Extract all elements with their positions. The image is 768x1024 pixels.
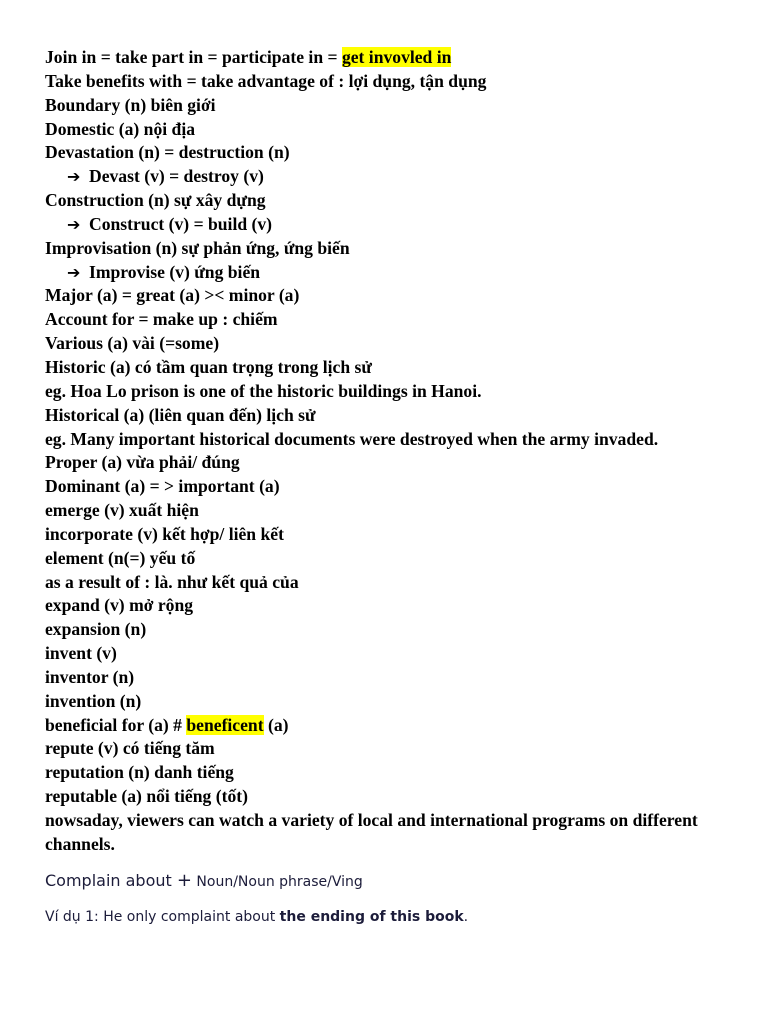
line-text: Devast (v) = destroy (v): [89, 166, 264, 187]
vocab-line: Boundary (n) biên giới: [45, 94, 216, 115]
example-lead: Ví dụ 1: He only complaint about: [45, 908, 280, 925]
right-arrow-icon: ➔: [67, 262, 81, 282]
vocab-line: invention (n): [45, 690, 142, 711]
example-tail: .: [463, 908, 469, 925]
vocab-line: Account for = make up : chiếm: [45, 309, 278, 330]
vocab-line: repute (v) có tiếng tăm: [45, 738, 215, 759]
vocab-line: Domestic (a) nội địa: [45, 118, 196, 139]
document-page: [45, 46, 735, 927]
vocab-line: emerge (v) xuất hiện: [45, 500, 199, 521]
example-line: eg. Many important historical documents were destroyed when the army invaded.: [45, 428, 659, 449]
line-text: (a): [263, 714, 289, 735]
vocab-line: as a result of : là. như kết quả của: [45, 571, 299, 592]
grammar-rule: [45, 870, 735, 893]
line-text: Construct (v) = build (v): [89, 213, 273, 234]
example-line: eg. Hoa Lo prison is one of the historic buildings in Hanoi.: [45, 380, 482, 401]
example-line: nowsaday, viewers can watch a variety of local and international programs on different channels.: [45, 810, 698, 854]
example-bold: the ending of this book: [279, 908, 464, 925]
vocab-line: Historic (a) có tầm quan trọng trong lịch sử: [45, 356, 372, 377]
highlighted-phrase: get invovled in: [341, 47, 452, 67]
vocab-line: inventor (n): [45, 666, 135, 687]
right-arrow-icon: ➔: [67, 214, 81, 234]
rule-lead: Complain about: [45, 870, 177, 890]
grammar-example: [45, 907, 735, 927]
vocab-line: Historical (a) (liên quan đến) lịch sử: [45, 404, 316, 425]
vocab-subline: [45, 261, 735, 285]
vocab-line: Take benefits with = take advantage of : lợi dụng, tận dụng: [45, 70, 487, 91]
vocab-subline: [45, 165, 735, 189]
vocab-line: [45, 714, 735, 738]
vocab-line: reputable (a) nổi tiếng (tốt): [45, 786, 248, 807]
vocab-line: Dominant (a) = > important (a): [45, 476, 280, 497]
rule-rest: Noun/Noun phrase/Ving: [191, 873, 363, 890]
vocab-line: Major (a) = great (a) >< minor (a): [45, 285, 300, 306]
line-text: beneficial for (a) #: [45, 714, 187, 735]
vocab-line: invent (v): [45, 643, 117, 664]
vocab-line: Devastation (n) = destruction (n): [45, 142, 290, 163]
vocab-line: incorporate (v) kết hợp/ liên kết: [45, 523, 284, 544]
right-arrow-icon: ➔: [67, 167, 81, 187]
vocab-line: Various (a) vài (=some): [45, 333, 220, 354]
vocab-line: expansion (n): [45, 619, 147, 640]
vocab-line: reputation (n) danh tiếng: [45, 762, 234, 783]
vocab-line: element (n(=) yếu tố: [45, 547, 196, 568]
vocab-subline: [45, 213, 735, 237]
highlighted-phrase: beneficent: [186, 714, 264, 735]
vocab-line: Construction (n) sự xây dựng: [45, 190, 266, 211]
line-text: Improvise (v) ứng biến: [89, 261, 261, 282]
line-text: Join in = take part in = participate in =: [45, 47, 342, 67]
vocab-line: Proper (a) vừa phải/ đúng: [45, 452, 240, 473]
vocab-line: Improvisation (n) sự phản ứng, ứng biến: [45, 237, 350, 258]
vocab-line: [45, 46, 735, 70]
plus-sign: +: [176, 869, 192, 891]
vocab-line: expand (v) mở rộng: [45, 595, 194, 616]
